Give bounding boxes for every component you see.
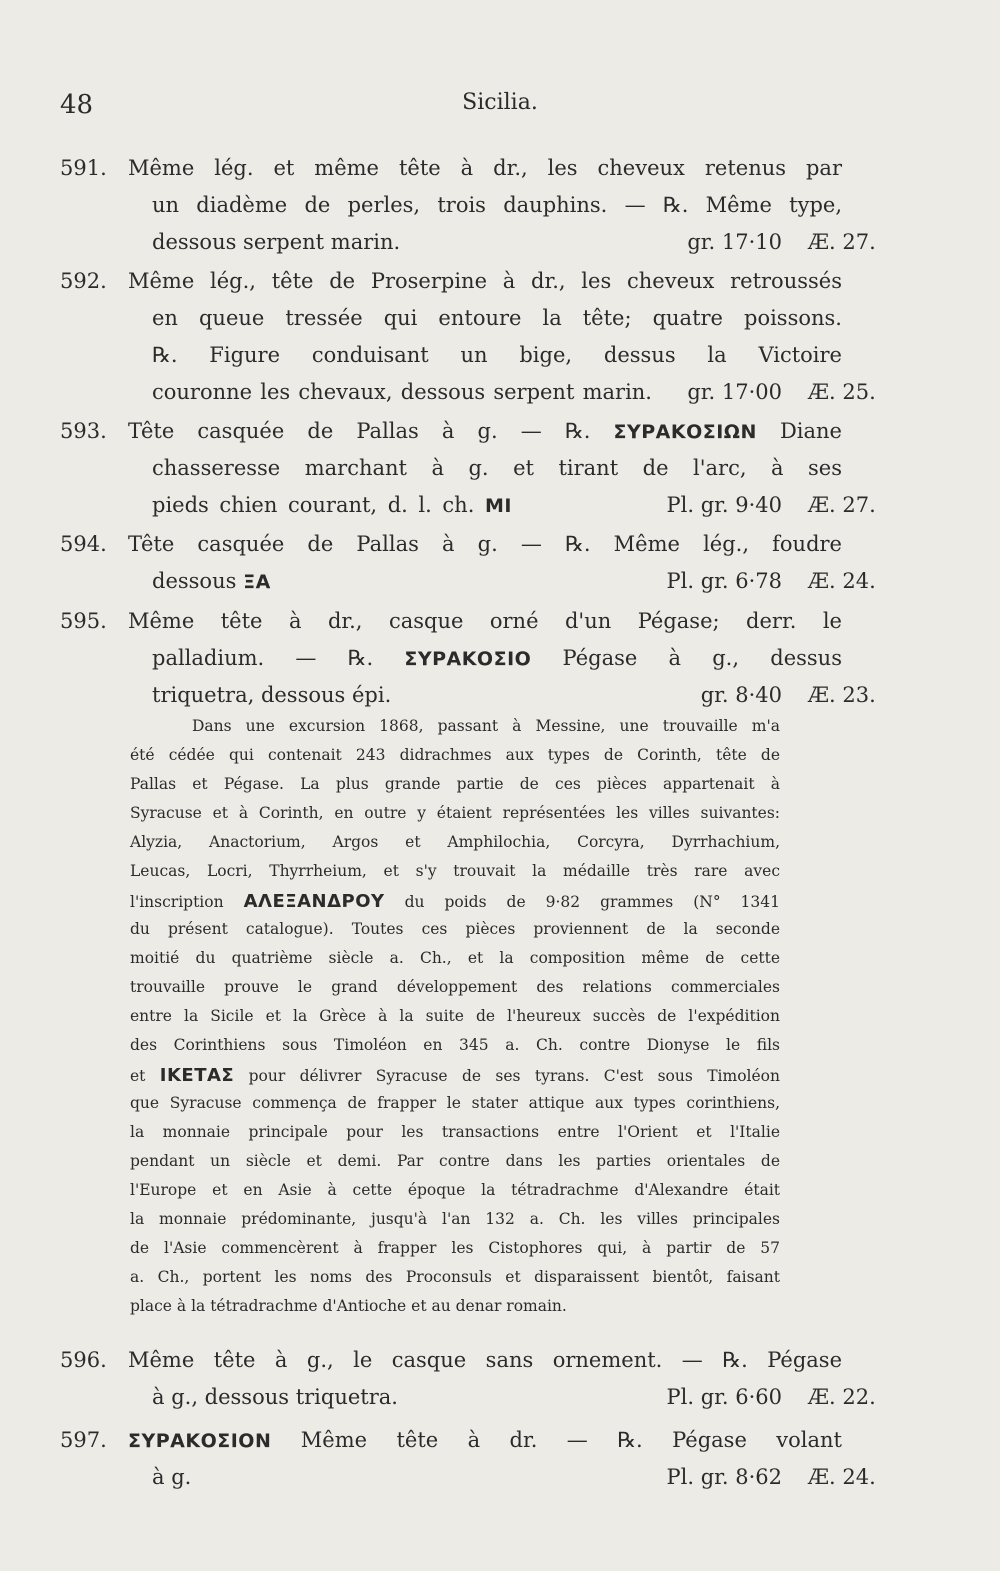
entry-number: 597.: [60, 1428, 107, 1452]
entry-metal: Æ. 24.: [808, 1465, 876, 1489]
entry-line: pieds chien courant, d. l. ch. MI: [152, 493, 512, 517]
note-line: la monnaie prédominante, jusqu'à l'an 132 a. Ch. les villes principales: [130, 1210, 780, 1228]
note-line: Pallas et Pégase. La plus grande partie de ces pièces appartenait à: [130, 775, 780, 793]
entry-line: Même tête à dr., casque orné d'un Pégase; derr. le: [128, 609, 842, 633]
entry-number: 592.: [60, 269, 107, 293]
note-line: du présent catalogue). Toutes ces pièces proviennent de la seconde: [130, 920, 780, 938]
page-number: 48: [60, 90, 94, 120]
entry-line: un diadème de perles, trois dauphins. — ℞. Même type,: [152, 193, 842, 217]
entry-number: 593.: [60, 419, 107, 443]
note-line: moitié du quatrième siècle a. Ch., et la composition même de cette: [130, 949, 780, 967]
entry-number: 595.: [60, 609, 107, 633]
greek-legend: ΣΥΡΑΚΟΣΙΩΝ: [613, 421, 757, 443]
entry-metal: Æ. 24.: [808, 569, 876, 593]
note-line: l'Europe et en Asie à cette époque la tétradrachme d'Alexandre était: [130, 1181, 780, 1199]
greek-legend: ΙΚΕΤΑΣ: [159, 1065, 235, 1086]
entry-weight: Pl. gr. 9·40: [666, 493, 782, 517]
note-line: de l'Asie commencèrent à frapper les Cistophores qui, à partir de 57: [130, 1239, 780, 1257]
entry-line: Tête casquée de Pallas à g. — ℞. ΣΥΡΑΚΟΣΙΩΝ Diane: [128, 419, 842, 443]
entry-line: couronne les chevaux, dessous serpent marin.: [152, 380, 652, 404]
entry-number: 594.: [60, 532, 107, 556]
entry-line: à g.: [152, 1465, 192, 1489]
note-line: trouvaille prouve le grand développement des relations commerciales: [130, 978, 780, 996]
note-line: des Corinthiens sous Timoléon en 345 a. Ch. contre Dionyse le fils: [130, 1036, 780, 1054]
entry-weight: gr. 17·00: [687, 380, 782, 404]
entry-metal: Æ. 23.: [808, 683, 876, 707]
entry-line: Même tête à g., le casque sans ornement. — ℞. Pégase: [128, 1348, 842, 1372]
note-line: Leucas, Locri, Thyrrheium, et s'y trouvait la médaille très rare avec: [130, 862, 780, 880]
greek-legend: ΞΑ: [243, 571, 271, 593]
entry-metal: Æ. 27.: [808, 230, 876, 254]
greek-legend: ΣΥΡΑΚΟΣΙΟΝ: [128, 1430, 272, 1452]
entry-number: 591.: [60, 156, 107, 180]
entry-line: à g., dessous triquetra.: [152, 1385, 398, 1409]
note-line: a. Ch., portent les noms des Proconsuls et disparaissent bientôt, faisant: [130, 1268, 780, 1286]
note-line: entre la Sicile et la Grèce à la suite de l'heureux succès de l'expédition: [130, 1007, 780, 1025]
entry-weight: Pl. gr. 6·78: [666, 569, 782, 593]
entry-weight: Pl. gr. 8·62: [666, 1465, 782, 1489]
entry-weight: gr. 8·40: [700, 683, 782, 707]
entry-metal: Æ. 25.: [808, 380, 876, 404]
entry-line: Même lég. et même tête à dr., les cheveux retenus par: [128, 156, 842, 180]
entry-line: Tête casquée de Pallas à g. — ℞. Même lég., foudre: [128, 532, 842, 556]
note-line: été cédée qui contenait 243 didrachmes aux types de Corinth, tête de: [130, 746, 780, 764]
entry-line: palladium. — ℞. ΣΥΡΑΚΟΣΙΟ Pégase à g., dessus: [152, 646, 842, 670]
note-line: la monnaie principale pour les transactions entre l'Orient et l'Italie: [130, 1123, 780, 1141]
page-title: Sicilia.: [462, 90, 538, 115]
note-line: que Syracuse commença de frapper le stater attique aux types corinthiens,: [130, 1094, 780, 1112]
note-line: Alyzia, Anactorium, Argos et Amphilochia, Corcyra, Dyrrhachium,: [130, 833, 780, 851]
entry-line: ℞. Figure conduisant un bige, dessus la Victoire: [152, 343, 842, 367]
entry-number: 596.: [60, 1348, 107, 1372]
entry-line: ΣΥΡΑΚΟΣΙΟΝ Même tête à dr. — ℞. Pégase volant: [128, 1428, 842, 1452]
greek-legend: MI: [485, 495, 512, 517]
entry-weight: Pl. gr. 6·60: [666, 1385, 782, 1409]
entry-line: en queue tressée qui entoure la tête; quatre poissons.: [152, 306, 842, 330]
entry-line: dessous serpent marin.: [152, 230, 401, 254]
note-line: l'inscription ΑΛΕΞΑΝΔΡΟΥ du poids de 9·82 grammes (N° 1341: [130, 891, 781, 912]
entry-weight: gr. 17·10: [687, 230, 782, 254]
entry-metal: Æ. 27.: [808, 493, 876, 517]
entry-line: chasseresse marchant à g. et tirant de l'arc, à ses: [152, 456, 842, 480]
greek-legend: ΑΛΕΞΑΝΔΡΟΥ: [243, 891, 385, 912]
entry-line: dessous ΞΑ: [152, 569, 271, 593]
entry-metal: Æ. 22.: [808, 1385, 876, 1409]
note-line: place à la tétradrachme d'Antioche et au denar romain.: [130, 1297, 567, 1315]
note-line: et ΙΚΕΤΑΣ pour délivrer Syracuse de ses tyrans. C'est sous Timoléon: [130, 1065, 780, 1086]
note-line: Syracuse et à Corinth, en outre y étaient représentées les villes suivantes:: [130, 804, 780, 822]
note-line: pendant un siècle et demi. Par contre dans les parties orientales de: [130, 1152, 780, 1170]
entry-line: Même lég., tête de Proserpine à dr., les cheveux retroussés: [128, 269, 842, 293]
note-line: Dans une excursion 1868, passant à Messine, une trouvaille m'a: [192, 717, 780, 735]
greek-legend: ΣΥΡΑΚΟΣΙΟ: [404, 648, 532, 670]
entry-line: triquetra, dessous épi.: [152, 683, 392, 707]
